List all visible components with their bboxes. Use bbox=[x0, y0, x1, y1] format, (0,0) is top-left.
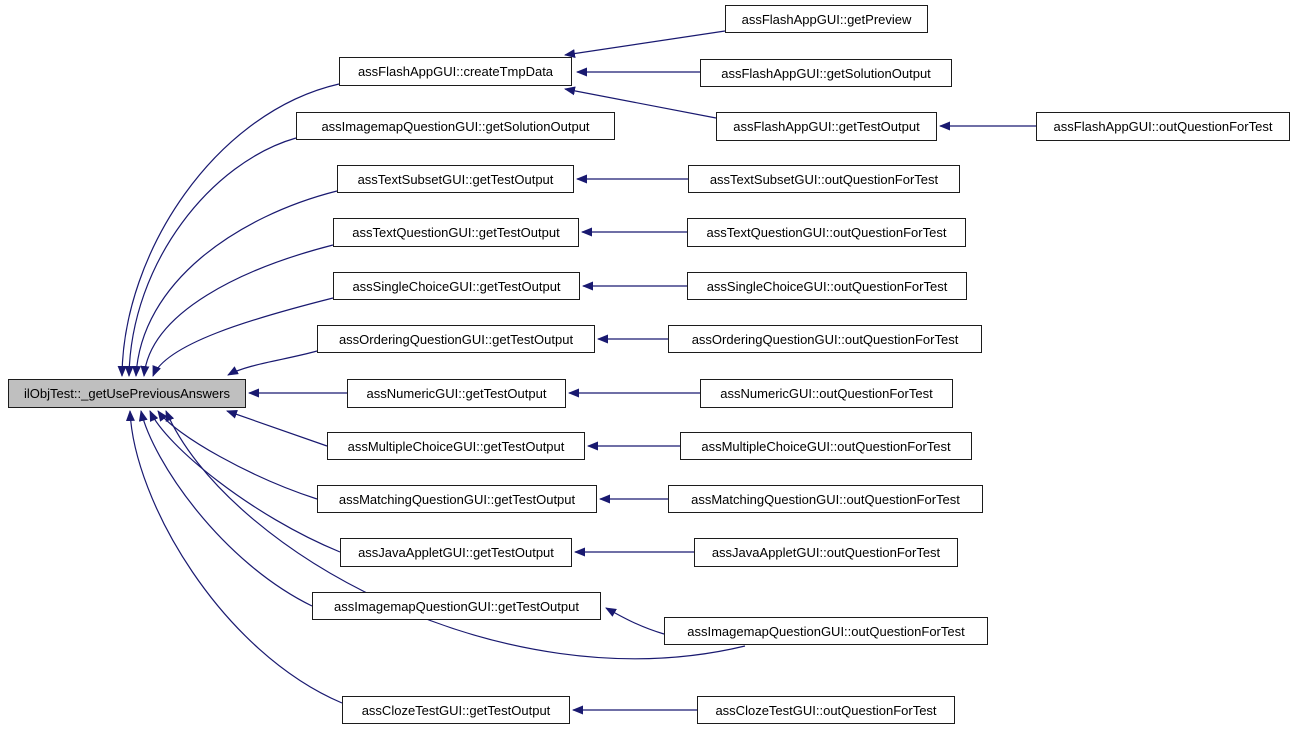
node-assmatchingquestiongui-outquestionfortest[interactable]: assMatchingQuestionGUI::outQuestionForTest bbox=[668, 485, 983, 513]
node-assjavaappletgui-outquestionfortest[interactable]: assJavaAppletGUI::outQuestionForTest bbox=[694, 538, 958, 567]
node-asstextsubsetgui-gettestoutput[interactable]: assTextSubsetGUI::getTestOutput bbox=[337, 165, 574, 193]
node-asssinglechoicegui-gettestoutput[interactable]: assSingleChoiceGUI::getTestOutput bbox=[333, 272, 580, 300]
node-assimagemapquestiongui-gettestoutput[interactable]: assImagemapQuestionGUI::getTestOutput bbox=[312, 592, 601, 620]
node-assflashappgui-getpreview[interactable]: assFlashAppGUI::getPreview bbox=[725, 5, 928, 33]
edge-javaapplet-gettestoutput-to-root bbox=[150, 411, 340, 552]
node-assflashappgui-gettestoutput[interactable]: assFlashAppGUI::getTestOutput bbox=[716, 112, 937, 141]
node-assimagemapquestiongui-getsolutionoutput[interactable]: assImagemapQuestionGUI::getSolutionOutput bbox=[296, 112, 615, 140]
node-assmultiplechoicegui-gettestoutput[interactable]: assMultipleChoiceGUI::getTestOutput bbox=[327, 432, 585, 460]
node-assflashappgui-createtmpdata[interactable]: assFlashAppGUI::createTmpData bbox=[339, 57, 572, 86]
edge-textsubset-gettestoutput-to-root bbox=[136, 191, 337, 376]
edge-imagemap-outquestionfortest-to-gettestoutput bbox=[606, 608, 664, 634]
node-assnumericgui-outquestionfortest[interactable]: assNumericGUI::outQuestionForTest bbox=[700, 379, 953, 408]
node-assimagemapquestiongui-outquestionfortest[interactable]: assImagemapQuestionGUI::outQuestionForTest bbox=[664, 617, 988, 645]
node-assflashappgui-outquestionfortest[interactable]: assFlashAppGUI::outQuestionForTest bbox=[1036, 112, 1290, 141]
node-asstextquestiongui-outquestionfortest[interactable]: assTextQuestionGUI::outQuestionForTest bbox=[687, 218, 966, 247]
node-assclozetestgui-gettestoutput[interactable]: assClozeTestGUI::getTestOutput bbox=[342, 696, 570, 724]
edge-imagemap-getsolutionoutput-to-root bbox=[129, 138, 296, 376]
edge-imagemap-gettestoutput-to-root bbox=[141, 411, 312, 606]
node-assorderingquestiongui-gettestoutput[interactable]: assOrderingQuestionGUI::getTestOutput bbox=[317, 325, 595, 353]
node-assjavaappletgui-gettestoutput[interactable]: assJavaAppletGUI::getTestOutput bbox=[340, 538, 572, 567]
node-asssinglechoicegui-outquestionfortest[interactable]: assSingleChoiceGUI::outQuestionForTest bbox=[687, 272, 967, 300]
edge-multiplechoice-gettestoutput-to-root bbox=[227, 411, 327, 446]
node-assclozetestgui-outquestionfortest[interactable]: assClozeTestGUI::outQuestionForTest bbox=[697, 696, 955, 724]
edge-clozetest-gettestoutput-to-root bbox=[130, 411, 342, 703]
node-assmatchingquestiongui-gettestoutput[interactable]: assMatchingQuestionGUI::getTestOutput bbox=[317, 485, 597, 513]
edge-flash-getpreview-to-flash-createtmpdata bbox=[565, 31, 725, 55]
node-asstextquestiongui-gettestoutput[interactable]: assTextQuestionGUI::getTestOutput bbox=[333, 218, 579, 247]
node-assflashappgui-getsolutionoutput[interactable]: assFlashAppGUI::getSolutionOutput bbox=[700, 59, 952, 87]
edge-ordering-gettestoutput-to-root bbox=[228, 351, 317, 375]
edge-matching-gettestoutput-to-root bbox=[158, 411, 317, 499]
node-assorderingquestiongui-outquestionfortest[interactable]: assOrderingQuestionGUI::outQuestionForTest bbox=[668, 325, 982, 353]
node-assmultiplechoicegui-outquestionfortest[interactable]: assMultipleChoiceGUI::outQuestionForTest bbox=[680, 432, 972, 460]
node-assnumericgui-gettestoutput[interactable]: assNumericGUI::getTestOutput bbox=[347, 379, 566, 408]
node-asstextsubsetgui-outquestionfortest[interactable]: assTextSubsetGUI::outQuestionForTest bbox=[688, 165, 960, 193]
edge-singlechoice-gettestoutput-to-root bbox=[153, 298, 333, 376]
edge-textquestion-gettestoutput-to-root bbox=[144, 245, 333, 376]
node-ilobjtest-getusepreviousanswers[interactable]: ilObjTest::_getUsePreviousAnswers bbox=[8, 379, 246, 408]
